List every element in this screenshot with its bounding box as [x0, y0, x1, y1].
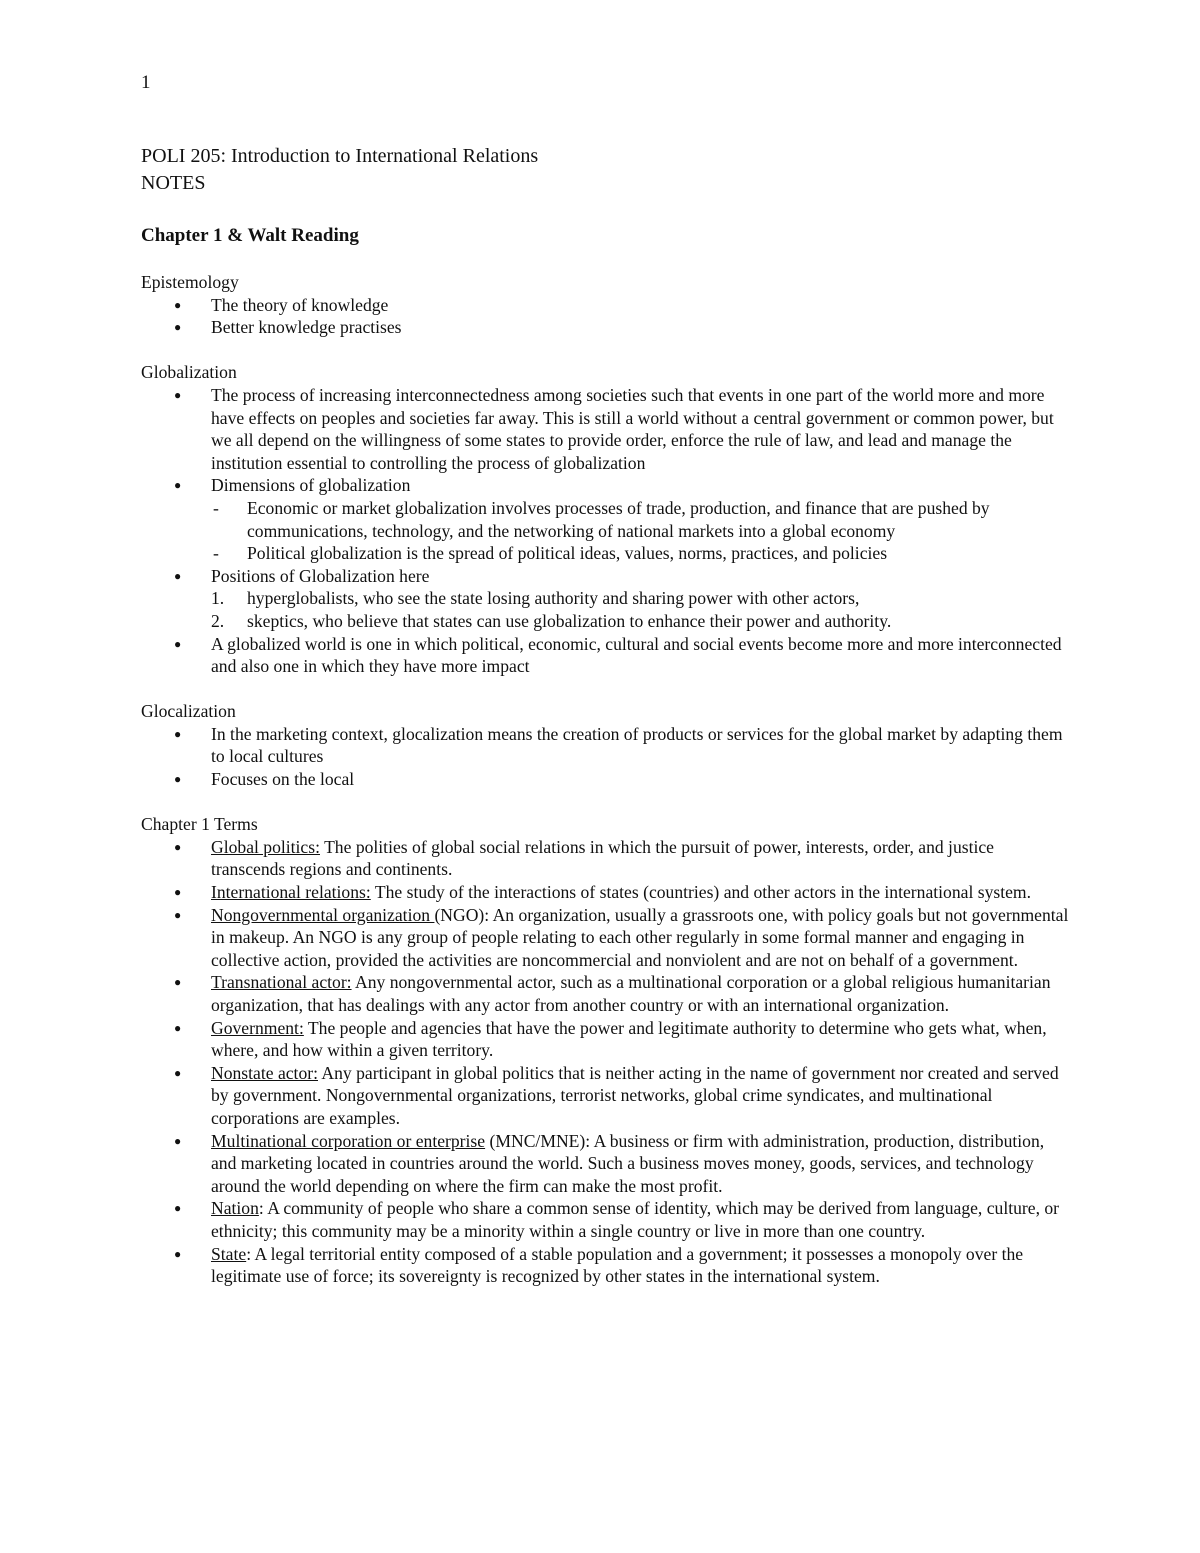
term-label: International relations: — [211, 882, 371, 903]
list-item: ● The theory of knowledge — [141, 294, 1071, 317]
notes-label: NOTES — [141, 172, 206, 194]
item-number: 1. — [211, 588, 225, 609]
term-definition: The polities of global social relations in which the pursuit of power, interests, order, and justice transcends regions and continents. — [211, 836, 994, 880]
list-item: - Political globalization is the spread of political ideas, values, norms, practices, and policies — [211, 542, 1071, 565]
section-heading: Globalization — [141, 362, 237, 383]
list-item: - Economic or market globalization involves processes of trade, production, and finance that are pushed by communications, technology, and the networking of national markets into a global economy — [211, 497, 1071, 542]
term-item — [141, 836, 1071, 881]
bullet-list — [141, 723, 1071, 791]
term-item — [141, 1197, 1071, 1242]
list-item: ● In the marketing context, glocalization means the creation of products or services for the global market by adapting them to local cultures — [141, 723, 1071, 768]
section-terms — [141, 813, 1071, 1287]
term-definition: (MNC/MNE): A business or firm with administration, production, distribution, and marketing located in countries around the world. Such a business moves money, goods, services, and technology around the world depending on where the firm can make the most profit. — [211, 1130, 1045, 1196]
term-item — [141, 971, 1071, 1016]
term-label: Transnational actor: — [211, 972, 352, 993]
term-item — [141, 1062, 1071, 1130]
term-label: Multinational corporation or enterprise — [211, 1130, 486, 1151]
term-definition: : A legal territorial entity composed of a stable population and a government; it possesses a monopoly over the legitimate use of force; its sovereignty is recognized by other states in the international system. — [211, 1243, 1024, 1287]
term-definition: The study of the interactions of states (countries) and other actors in the international system. — [370, 882, 1032, 903]
course-title: POLI 205: Introduction to International Relations — [141, 145, 539, 167]
term-item — [141, 1243, 1071, 1288]
section-globalization — [141, 361, 1071, 677]
term-label: Nongovernmental organization — [211, 904, 435, 925]
term-definition: The people and agencies that have the power and legitimate authority to determine who gets what, when, where, and how within a given territory. — [211, 1017, 1047, 1061]
numbered-list — [211, 587, 1071, 632]
term-definition: Any nongovernmental actor, such as a multinational corporation or a global religious humanitarian organization, that has dealings with any actor from another country or with an international organization. — [211, 972, 1051, 1015]
list-item: ● Focuses on the local — [141, 768, 1071, 791]
list-item-text: Positions of Globalization here — [211, 565, 430, 586]
section-heading: Glocalization — [141, 701, 236, 722]
term-label: State — [211, 1243, 247, 1264]
term-item — [141, 904, 1071, 972]
term-definition: Any participant in global politics that is neither acting in the name of government nor created and served by government. Nongovernmental organizations, terrorist networks, global crime syndicates, and multinational corporations are examples. — [211, 1062, 1059, 1128]
term-definition: (NGO): An organization, usually a grassroots one, with policy goals but not governmental in makeup. An NGO is any group of people relating to each other regularly in some formal manner and engaging in collective action, provided the activities are noncommercial and nonviolent and are not on behalf of a government. — [211, 904, 1069, 970]
item-number: 2. — [211, 610, 225, 631]
term-item — [141, 1130, 1071, 1198]
list-item — [211, 610, 1071, 633]
term-item — [141, 881, 1071, 904]
chapter-heading: Chapter 1 & Walt Reading — [141, 225, 359, 246]
term-label: Government: — [211, 1017, 304, 1038]
list-item: ● The process of increasing interconnectedness among societies such that events in one part of the world more and more have effects on peoples and societies far away. This is still a world without a central government or common power, but we all depend on the willingness of some states to provide order, enforce the rule of law, and lead and manage the institution essential to controlling the process of globalization — [141, 384, 1071, 474]
list-item-text: hyperglobalists, who see the state losing authority and sharing power with other actors, — [247, 588, 860, 609]
section-epistemology — [141, 271, 1071, 339]
bullet-list — [141, 294, 1071, 339]
term-item — [141, 1017, 1071, 1062]
term-definition: : A community of people who share a common sense of identity, which may be derived from language, culture, or ethnicity; this community may be a minority within a single country or live in more than one country. — [211, 1198, 1060, 1241]
list-item — [141, 474, 1071, 564]
list-item: ● Better knowledge practises — [141, 316, 1071, 339]
list-item — [211, 587, 1071, 610]
term-label: Nation — [211, 1198, 259, 1219]
document-body — [141, 223, 1071, 1310]
list-item-text: Dimensions of globalization — [211, 475, 411, 496]
section-glocalization — [141, 700, 1071, 790]
document-title — [141, 143, 538, 197]
list-item — [141, 565, 1071, 633]
bullet-list — [141, 384, 1071, 678]
dash-list — [211, 497, 1071, 565]
term-label: Global politics: — [211, 836, 320, 857]
bullet-list — [141, 836, 1071, 1288]
section-heading: Epistemology — [141, 272, 239, 292]
term-label: Nonstate actor: — [211, 1062, 318, 1083]
list-item-text: skeptics, who believe that states can use globalization to enhance their power and authority. — [247, 610, 892, 631]
section-heading: Chapter 1 Terms — [141, 814, 258, 835]
page-number: 1 — [141, 72, 151, 93]
list-item: ● A globalized world is one in which political, economic, cultural and social events become more and more interconnected and also one in which they have more impact — [141, 633, 1071, 678]
